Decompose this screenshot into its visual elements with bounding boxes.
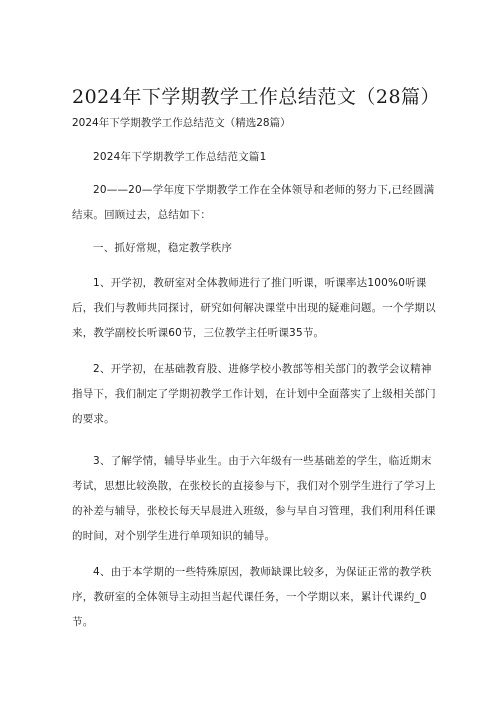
point-heading: 一、抓好常规，稳定教学秩序 (93, 242, 233, 254)
section-heading: 2024年下学期教学工作总结范文篇1 (93, 151, 267, 163)
document-title: 2024年下学期教学工作总结范文（28篇） (72, 86, 441, 108)
paragraph-3: 3、了解学情，辅导毕业生。由于六年级有一些基础差的学生，临近期末考试，思想比较涣散，在张校长的直接参与下，我们对个别学生进行了学习上的补差与辅导，张校长每天早晨进入班级，参与早自习管理，我们利用科任课的时间，对个别学生进行单项知识的辅导。 (72, 455, 436, 542)
paragraph-1: 1、开学初，教研室对全体教师进行了推门听课，听课率达100%0听课后，我们与教师共同探讨，研究如何解决课堂中出现的疑难问题。一个学期以来，教学副校长听课60节，三位教学主任听课35节。 (72, 277, 436, 339)
paragraph-4: 4、由于本学期的一些特殊原因，教师缺课比较多，为保证正常的教学秩序，教研室的全体领导主动担当起代课任务，一个学期以来，累计代课约_0节。 (72, 566, 432, 628)
paragraph-2: 2、开学初，在基础教育股、进修学校小教部等相关部门的教学会议精神指导下，我们制定了学期初教学工作计划，在计划中全面落实了上级相关部门的要求。 (72, 363, 436, 425)
document-subtitle: 2024年下学期教学工作总结范文（精选28篇） (72, 117, 291, 129)
intro-paragraph: 20——20—学年度下学期教学工作在全体领导和老师的努力下,已经圆满结束。回顾过去，总结如下： (72, 184, 435, 221)
